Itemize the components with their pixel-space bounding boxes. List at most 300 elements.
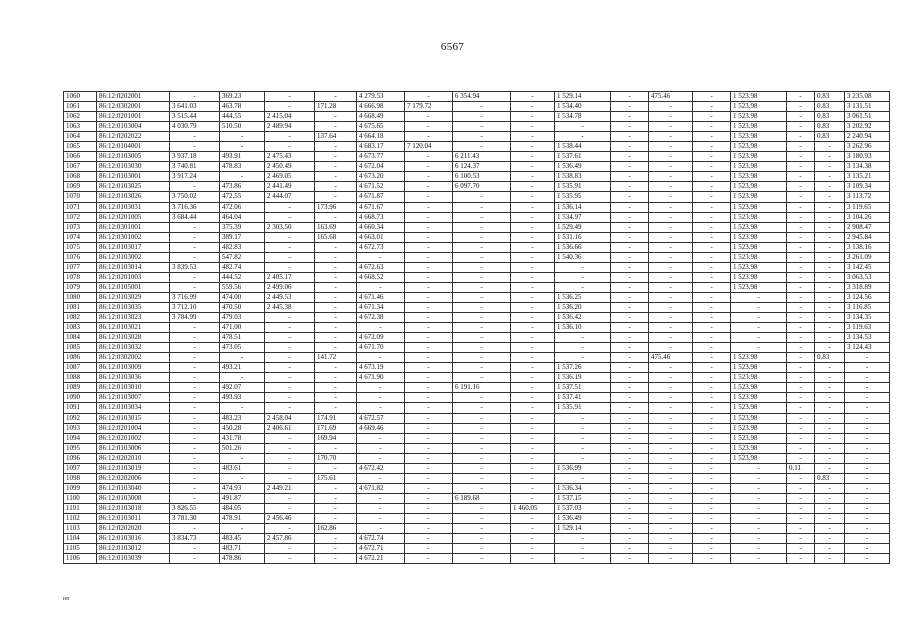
table-cell: - — [453, 112, 511, 122]
table-cell: 1 523.98 — [731, 373, 787, 383]
table-cell: - — [265, 202, 315, 212]
table-cell: 3 716.36 — [170, 202, 220, 212]
table-cell: - — [693, 172, 731, 182]
table-cell: - — [649, 554, 693, 564]
table-cell: - — [693, 443, 731, 453]
table-cell: - — [453, 282, 511, 292]
table-cell: - — [611, 403, 649, 413]
table-cell: - — [787, 473, 815, 483]
table-cell: - — [815, 493, 845, 503]
table-cell: - — [731, 524, 787, 534]
table-cell: 1 523.98 — [731, 92, 787, 102]
table-cell: - — [649, 403, 693, 413]
table-cell: - — [815, 262, 845, 272]
table-cell: 1 534.97 — [555, 212, 611, 222]
table-cell: - — [611, 292, 649, 302]
table-row — [64, 433, 890, 443]
table-cell: 1 523.98 — [731, 172, 787, 182]
table-cell: 1 540.36 — [555, 252, 611, 262]
table-cell: - — [611, 272, 649, 282]
table-cell: - — [265, 463, 315, 473]
table-cell: - — [315, 393, 357, 403]
table-cell: 1 523.98 — [731, 122, 787, 132]
table-cell: - — [511, 544, 555, 554]
table-cell: - — [845, 524, 890, 534]
table-cell: - — [693, 192, 731, 202]
table-cell: - — [815, 212, 845, 222]
table-cell: - — [693, 122, 731, 132]
table-cell: - — [731, 493, 787, 503]
table-cell: - — [787, 252, 815, 262]
table-row — [64, 413, 890, 423]
table-cell: - — [220, 373, 265, 383]
table-cell: - — [405, 323, 453, 333]
table-cell: - — [170, 252, 220, 262]
table-cell: 1 523.98 — [731, 212, 787, 222]
table-cell: - — [815, 202, 845, 212]
table-cell: - — [220, 172, 265, 182]
table-cell: - — [815, 172, 845, 182]
table-cell: - — [815, 554, 845, 564]
table-row — [64, 202, 890, 212]
table-cell: 483.23 — [220, 413, 265, 423]
table-cell: - — [815, 152, 845, 162]
table-cell: 474.00 — [220, 292, 265, 302]
table-cell: 1 536.34 — [555, 483, 611, 493]
table-cell: 7 179.72 — [405, 102, 453, 112]
table-cell: 3 119.63 — [845, 323, 890, 333]
table-cell: 86:12:0103016 — [97, 534, 170, 544]
table-cell: - — [453, 443, 511, 453]
table-cell: 2 908.47 — [845, 222, 890, 232]
table-cell: 1 523.98 — [731, 453, 787, 463]
table-cell: 2 441.49 — [265, 182, 315, 192]
table-cell: - — [405, 232, 453, 242]
table-cell: - — [787, 443, 815, 453]
table-cell: - — [170, 182, 220, 192]
table-cell: - — [453, 373, 511, 383]
page-number: 6567 — [440, 41, 465, 53]
table-cell: 171.69 — [315, 423, 357, 433]
table-row — [64, 282, 890, 292]
table-cell: - — [693, 503, 731, 513]
table-cell: - — [220, 473, 265, 483]
table-cell: - — [555, 473, 611, 483]
table-cell: 1069 — [64, 182, 97, 192]
table-cell: - — [453, 353, 511, 363]
table-cell: 1067 — [64, 162, 97, 172]
table-cell: - — [611, 262, 649, 272]
table-cell: - — [170, 493, 220, 503]
table-cell: - — [649, 373, 693, 383]
table-cell: - — [315, 313, 357, 323]
table-cell: - — [170, 343, 220, 353]
table-cell: - — [649, 393, 693, 403]
table-cell: 1 523.98 — [731, 413, 787, 423]
table-cell: - — [315, 373, 357, 383]
table-cell: - — [265, 132, 315, 142]
table-cell: 4 671.52 — [357, 182, 405, 192]
table-cell: 472.06 — [220, 202, 265, 212]
table-cell: 1 537.15 — [555, 493, 611, 503]
table-cell: - — [315, 483, 357, 493]
table-cell: - — [405, 393, 453, 403]
table-cell: - — [220, 453, 265, 463]
table-cell: - — [649, 333, 693, 343]
table-cell: 1 460.05 — [511, 503, 555, 513]
table-cell: 2 458.04 — [265, 413, 315, 423]
table-row — [64, 102, 890, 112]
table-row — [64, 232, 890, 242]
table-cell: 1 538.83 — [555, 172, 611, 182]
table-cell: - — [357, 503, 405, 513]
table-cell: 4 673.19 — [357, 363, 405, 373]
table-cell: - — [511, 302, 555, 312]
table-cell: - — [815, 222, 845, 232]
table-cell: - — [787, 373, 815, 383]
table-cell: - — [453, 122, 511, 132]
table-cell: - — [815, 373, 845, 383]
table-cell: - — [511, 463, 555, 473]
table-cell: - — [453, 272, 511, 282]
table-cell: 1 523.98 — [731, 252, 787, 262]
table-cell: - — [405, 182, 453, 192]
table-cell: - — [555, 282, 611, 292]
table-cell: - — [453, 242, 511, 252]
table-cell: 6 191.16 — [453, 383, 511, 393]
table-cell: 3 180.93 — [845, 152, 890, 162]
table-cell: - — [265, 343, 315, 353]
table-cell: 4 672.73 — [357, 242, 405, 252]
table-cell: - — [649, 453, 693, 463]
table-cell: 2 444.07 — [265, 192, 315, 202]
table-cell: - — [815, 503, 845, 513]
table-cell: 1 523.98 — [731, 192, 787, 202]
table-row — [64, 302, 890, 312]
table-cell: - — [453, 534, 511, 544]
table-cell: - — [170, 272, 220, 282]
table-cell: 1 523.98 — [731, 383, 787, 393]
table-cell: 86:12:0103009 — [97, 363, 170, 373]
table-cell: - — [731, 483, 787, 493]
table-cell: - — [611, 383, 649, 393]
table-cell: - — [453, 192, 511, 202]
table-cell: - — [611, 413, 649, 423]
table-cell: 478.83 — [220, 162, 265, 172]
table-cell: 3 134.35 — [845, 313, 890, 323]
table-cell: 1 537.51 — [555, 383, 611, 393]
table-cell: 86:12:0103018 — [97, 503, 170, 513]
table-cell: 1105 — [64, 544, 97, 554]
table-cell: - — [611, 343, 649, 353]
table-cell: 1062 — [64, 112, 97, 122]
table-cell: - — [405, 423, 453, 433]
table-cell: - — [693, 473, 731, 483]
table-cell: 86:12:0103040 — [97, 483, 170, 493]
table-cell: 492.07 — [220, 383, 265, 393]
table-cell: 86:12:0103017 — [97, 242, 170, 252]
table-cell: - — [693, 102, 731, 112]
table-cell: - — [511, 172, 555, 182]
table-cell: - — [265, 393, 315, 403]
table-row — [64, 252, 890, 262]
table-cell: 86:12:0302001 — [97, 102, 170, 112]
table-cell: 86:12:0301002 — [97, 232, 170, 242]
table-row — [64, 534, 890, 544]
table-cell: - — [611, 282, 649, 292]
table-cell: - — [611, 313, 649, 323]
table-cell: - — [315, 182, 357, 192]
table-cell: - — [453, 463, 511, 473]
table-cell: 86:12:0103032 — [97, 343, 170, 353]
table-cell: 175.61 — [315, 473, 357, 483]
table-row — [64, 222, 890, 232]
table-cell: - — [170, 333, 220, 343]
table-cell: - — [693, 453, 731, 463]
table-cell: 1104 — [64, 534, 97, 544]
table-cell: - — [693, 252, 731, 262]
table-cell: 4 668.52 — [357, 272, 405, 282]
table-cell: - — [611, 172, 649, 182]
table-cell: 1083 — [64, 323, 97, 333]
table-cell: - — [453, 323, 511, 333]
table-cell: - — [357, 393, 405, 403]
table-cell: - — [453, 393, 511, 403]
table-cell: - — [815, 282, 845, 292]
table-cell: - — [649, 493, 693, 503]
table-cell: 2 456.46 — [265, 513, 315, 523]
table-cell: - — [787, 423, 815, 433]
table-row — [64, 272, 890, 282]
table-cell: 1074 — [64, 232, 97, 242]
table-cell: - — [511, 212, 555, 222]
table-cell: - — [815, 393, 845, 403]
table-cell: 0.83 — [815, 92, 845, 102]
table-cell: - — [357, 383, 405, 393]
table-cell: 431.78 — [220, 433, 265, 443]
table-cell: 1 523.98 — [731, 132, 787, 142]
table-cell: - — [611, 142, 649, 152]
table-cell: - — [405, 554, 453, 564]
table-cell: 2 415.04 — [265, 112, 315, 122]
table-cell: - — [511, 222, 555, 232]
table-cell: - — [405, 493, 453, 503]
table-cell: 3 061.51 — [845, 112, 890, 122]
table-cell: - — [611, 554, 649, 564]
table-row — [64, 393, 890, 403]
table-cell: - — [453, 513, 511, 523]
table-cell: - — [511, 453, 555, 463]
table-cell: - — [787, 503, 815, 513]
table-cell: - — [693, 313, 731, 323]
table-cell: - — [731, 313, 787, 323]
table-cell: 4 671.87 — [357, 192, 405, 202]
table-cell: - — [845, 433, 890, 443]
table-cell: 3 142.45 — [845, 262, 890, 272]
table-cell: 86:12:0103001 — [97, 172, 170, 182]
table-cell: - — [453, 333, 511, 343]
table-cell: - — [357, 403, 405, 413]
table-cell: - — [649, 172, 693, 182]
table-cell: 1101 — [64, 503, 97, 513]
table-cell: - — [511, 182, 555, 192]
table-cell: - — [265, 373, 315, 383]
table-cell: 3 826.55 — [170, 503, 220, 513]
table-cell: 86:12:0103023 — [97, 313, 170, 323]
table-row — [64, 92, 890, 102]
table-cell: - — [405, 162, 453, 172]
table-cell: 1098 — [64, 473, 97, 483]
table-cell: - — [405, 343, 453, 353]
table-cell: 4 672.21 — [357, 554, 405, 564]
table-cell: 3 261.09 — [845, 252, 890, 262]
table-row — [64, 453, 890, 463]
table-cell: - — [787, 353, 815, 363]
table-cell: - — [511, 483, 555, 493]
table-cell: - — [787, 343, 815, 353]
table-cell: - — [357, 524, 405, 534]
table-cell: - — [357, 252, 405, 262]
table-cell: - — [511, 513, 555, 523]
table-cell: 4 672.57 — [357, 413, 405, 423]
table-cell: 478.91 — [220, 513, 265, 523]
table-cell: - — [611, 503, 649, 513]
table-cell: - — [731, 503, 787, 513]
table-cell: - — [555, 433, 611, 443]
table-cell: - — [405, 92, 453, 102]
table-cell: - — [453, 544, 511, 554]
table-cell: - — [357, 282, 405, 292]
table-cell: 1 523.98 — [731, 272, 787, 282]
table-cell: - — [731, 473, 787, 483]
table-cell: - — [315, 112, 357, 122]
table-cell: 2 449.21 — [265, 483, 315, 493]
table-cell: - — [787, 162, 815, 172]
table-cell: - — [265, 323, 315, 333]
table-cell: 3 104.26 — [845, 212, 890, 222]
table-cell: - — [511, 142, 555, 152]
table-cell: 3 116.85 — [845, 302, 890, 312]
table-cell: - — [405, 524, 453, 534]
table-cell: 4 673.77 — [357, 152, 405, 162]
table-cell: - — [170, 132, 220, 142]
table-cell: - — [815, 182, 845, 192]
table-cell: - — [815, 443, 845, 453]
table-cell: - — [649, 302, 693, 312]
table-cell: - — [815, 192, 845, 202]
data-table — [63, 91, 890, 564]
table-row — [64, 182, 890, 192]
table-cell: 3 712.10 — [170, 302, 220, 312]
table-row — [64, 333, 890, 343]
table-cell: - — [453, 524, 511, 534]
table-cell: - — [315, 544, 357, 554]
table-cell: - — [787, 413, 815, 423]
table-cell: 444.52 — [220, 272, 265, 282]
table-cell: - — [405, 313, 453, 323]
table-cell: - — [787, 262, 815, 272]
table-row — [64, 554, 890, 564]
table-cell: - — [453, 433, 511, 443]
table-cell: 493.21 — [220, 363, 265, 373]
table-cell: - — [611, 252, 649, 262]
table-cell: 2 405.17 — [265, 272, 315, 282]
table-cell: - — [315, 443, 357, 453]
table-cell: 4 668.49 — [357, 112, 405, 122]
table-cell: - — [555, 534, 611, 544]
table-cell: - — [693, 323, 731, 333]
table-cell: 1 523.98 — [731, 242, 787, 252]
table-cell: - — [405, 433, 453, 443]
table-cell: - — [511, 252, 555, 262]
table-cell: - — [453, 132, 511, 142]
table-cell: 1097 — [64, 463, 97, 473]
table-cell: - — [787, 313, 815, 323]
table-cell: - — [611, 534, 649, 544]
table-cell: - — [649, 443, 693, 453]
table-cell: - — [405, 333, 453, 343]
table-cell: 2 445.38 — [265, 302, 315, 312]
table-cell: 1 523.98 — [731, 403, 787, 413]
table-cell: - — [511, 292, 555, 302]
table-cell: - — [693, 272, 731, 282]
table-cell: - — [611, 433, 649, 443]
table-cell: 510.50 — [220, 122, 265, 132]
table-cell: 4 660.34 — [357, 222, 405, 232]
table-cell: 475.46 — [649, 353, 693, 363]
table-cell: 482.74 — [220, 262, 265, 272]
table-cell: - — [787, 202, 815, 212]
table-cell: - — [611, 212, 649, 222]
table-cell: - — [731, 534, 787, 544]
table-cell: - — [453, 102, 511, 112]
table-cell: - — [649, 162, 693, 172]
table-cell: 86:12:0103014 — [97, 262, 170, 272]
table-cell: - — [511, 524, 555, 534]
table-cell: 1 523.98 — [731, 353, 787, 363]
table-cell: - — [511, 493, 555, 503]
table-cell: - — [787, 232, 815, 242]
table-cell: - — [649, 192, 693, 202]
table-cell: 3 515.44 — [170, 112, 220, 122]
table-cell: - — [787, 323, 815, 333]
table-cell: - — [787, 92, 815, 102]
table-cell: 1071 — [64, 202, 97, 212]
table-cell: 4 666.98 — [357, 102, 405, 112]
table-cell: 1 523.98 — [731, 182, 787, 192]
table-cell: - — [611, 182, 649, 192]
table-cell: 1 536.42 — [555, 313, 611, 323]
table-cell: - — [845, 443, 890, 453]
table-cell: - — [170, 453, 220, 463]
table-cell: - — [315, 503, 357, 513]
table-cell: - — [815, 483, 845, 493]
table-cell: 1 536.49 — [555, 513, 611, 523]
table-cell: 3 202.92 — [845, 122, 890, 132]
table-cell: - — [693, 343, 731, 353]
table-cell: - — [220, 142, 265, 152]
table-cell: 1 536.99 — [555, 463, 611, 473]
table-cell: - — [649, 122, 693, 132]
table-cell: - — [315, 383, 357, 393]
table-cell: 1 537.41 — [555, 393, 611, 403]
table-cell: - — [265, 92, 315, 102]
table-cell: 1060 — [64, 92, 97, 102]
table-cell: 4 671.67 — [357, 202, 405, 212]
table-cell: - — [815, 423, 845, 433]
table-cell: 86:12:0103005 — [97, 152, 170, 162]
table-cell: 4 671.70 — [357, 343, 405, 353]
